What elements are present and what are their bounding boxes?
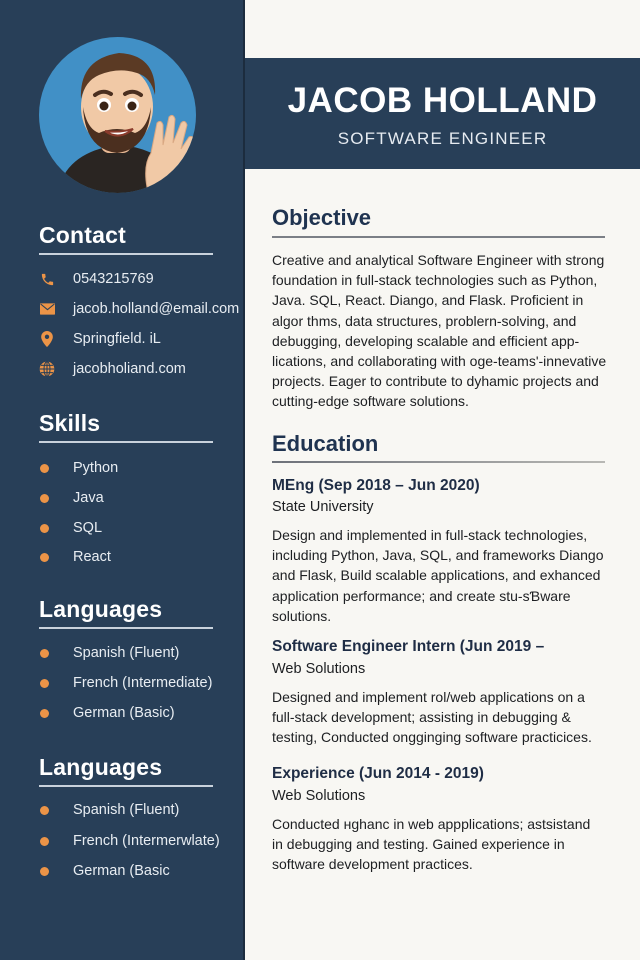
skill-item [39,487,104,509]
job-title: SOFTWARE ENGINEER [337,129,548,148]
text-line: foundation in full-stack technologies such as Python, [272,272,598,289]
globe-icon [39,361,55,377]
skill-label: Java [73,490,104,506]
bullet-icon [40,649,49,658]
entry-title: Experience (Jun 2014 - 2019) [272,765,484,782]
text-line: Conducted нghanc in web appplications; astsistand [272,816,591,832]
entry-subtitle: Web Solutions [272,661,366,677]
skills-heading: Skills [39,410,101,436]
language-item [39,702,175,724]
text-line: Creative and analytical Software Engineer with strong [272,252,605,268]
contact-divider [39,253,213,255]
name-header [245,58,640,169]
contact-heading: Contact [39,222,127,248]
entry-subtitle: Web Solutions [272,788,366,804]
entry-title: Software Engineer Intern (Jun 2019 – [272,638,545,655]
text-line: cutting-edge software solutions. [272,393,469,410]
phone-number: 0543215769 [73,271,154,287]
language-label: German (Basic [73,863,170,879]
language-item [39,799,179,821]
website-link: jacobholiand.com [73,361,186,377]
bullet-icon [40,679,49,688]
bullet-icon [40,464,49,473]
bullet-icon [40,709,49,718]
location-pin-icon [39,331,55,347]
text-line: application performance; and create stu-sƁware [272,587,571,604]
contact-phone[interactable] [39,268,154,290]
bullet-icon [40,494,49,503]
skills-divider [39,441,213,443]
education-divider [272,461,605,463]
text-line: and Flask, Build scalable applications, and exhanced [272,567,601,584]
skill-label: SQL [73,520,103,536]
language-item [39,672,212,694]
contact-email[interactable] [39,298,239,320]
education-heading: Education [272,431,379,456]
language-label: Spanish (Fluent) [73,802,180,818]
entry-subtitle: State University [272,499,374,515]
skill-label: React [73,549,111,565]
text-line: lications, and collaborating with oge-teamsʹ-innevative [272,353,607,370]
skill-item [39,457,118,479]
text-line: algor thms, data structures, problern-solving, and [272,312,577,329]
entry-title: MEng (Sep 2018 – Jun 2020) [272,477,480,494]
entry-description [272,814,612,875]
full-name: JACOB HOLLAND [287,81,598,120]
text-line: Design and implemented in full-stack technologies, [272,527,588,543]
bullet-icon [40,553,49,562]
memoji-avatar-icon [39,37,196,193]
languages-divider [39,627,213,629]
objective-divider [272,236,605,238]
language-item [39,860,170,882]
text-line: full-stack development; assisting in debugging & [272,709,571,726]
phone-icon [39,271,55,287]
sidebar [0,0,245,960]
text-line: debugging, developing scalable and efficient app- [272,332,580,349]
skill-item [39,546,111,568]
location-text: Springfield. iL [73,331,161,347]
text-line: including Python, Java, SQL, and frameworks Diango [272,547,604,564]
bullet-icon [40,837,49,846]
text-line: software development practices. [272,856,473,873]
text-line: Designed and implement rol/web applications on a [272,689,585,705]
languages-heading-2: Languages [39,754,163,780]
email-address: jacob.holland@email.com [73,301,240,317]
text-line: Java. SQL, React. Diango, and Flask. Proficient in [272,292,584,309]
objective-text [272,250,612,412]
text-line: solutions. [272,607,332,624]
email-icon [39,301,55,317]
contact-location [39,328,161,350]
objective-heading: Objective [272,205,372,230]
contact-website[interactable] [39,358,186,380]
language-item [39,830,220,852]
bullet-icon [40,867,49,876]
entry-description [272,525,612,626]
bullet-icon [40,806,49,815]
bullet-icon [40,524,49,533]
language-label: Spanish (Fluent) [73,645,180,661]
avatar [39,37,196,193]
language-label: French (Intermerwlate) [73,833,220,849]
skill-item [39,517,102,539]
text-line: projects. Eager to contribute to dyhamic projects and [272,373,599,390]
skill-label: Python [73,460,119,476]
languages-heading: Languages [39,596,163,622]
language-item [39,642,179,664]
text-line: testing, Conducted ongginging software practicices. [272,729,592,746]
language-label: French (Intermediate) [73,675,213,691]
text-line: in debugging and testing. Gained experience in [272,836,565,853]
language-label: German (Basic) [73,705,175,721]
entry-description [272,687,612,748]
languages-divider-2 [39,785,213,787]
